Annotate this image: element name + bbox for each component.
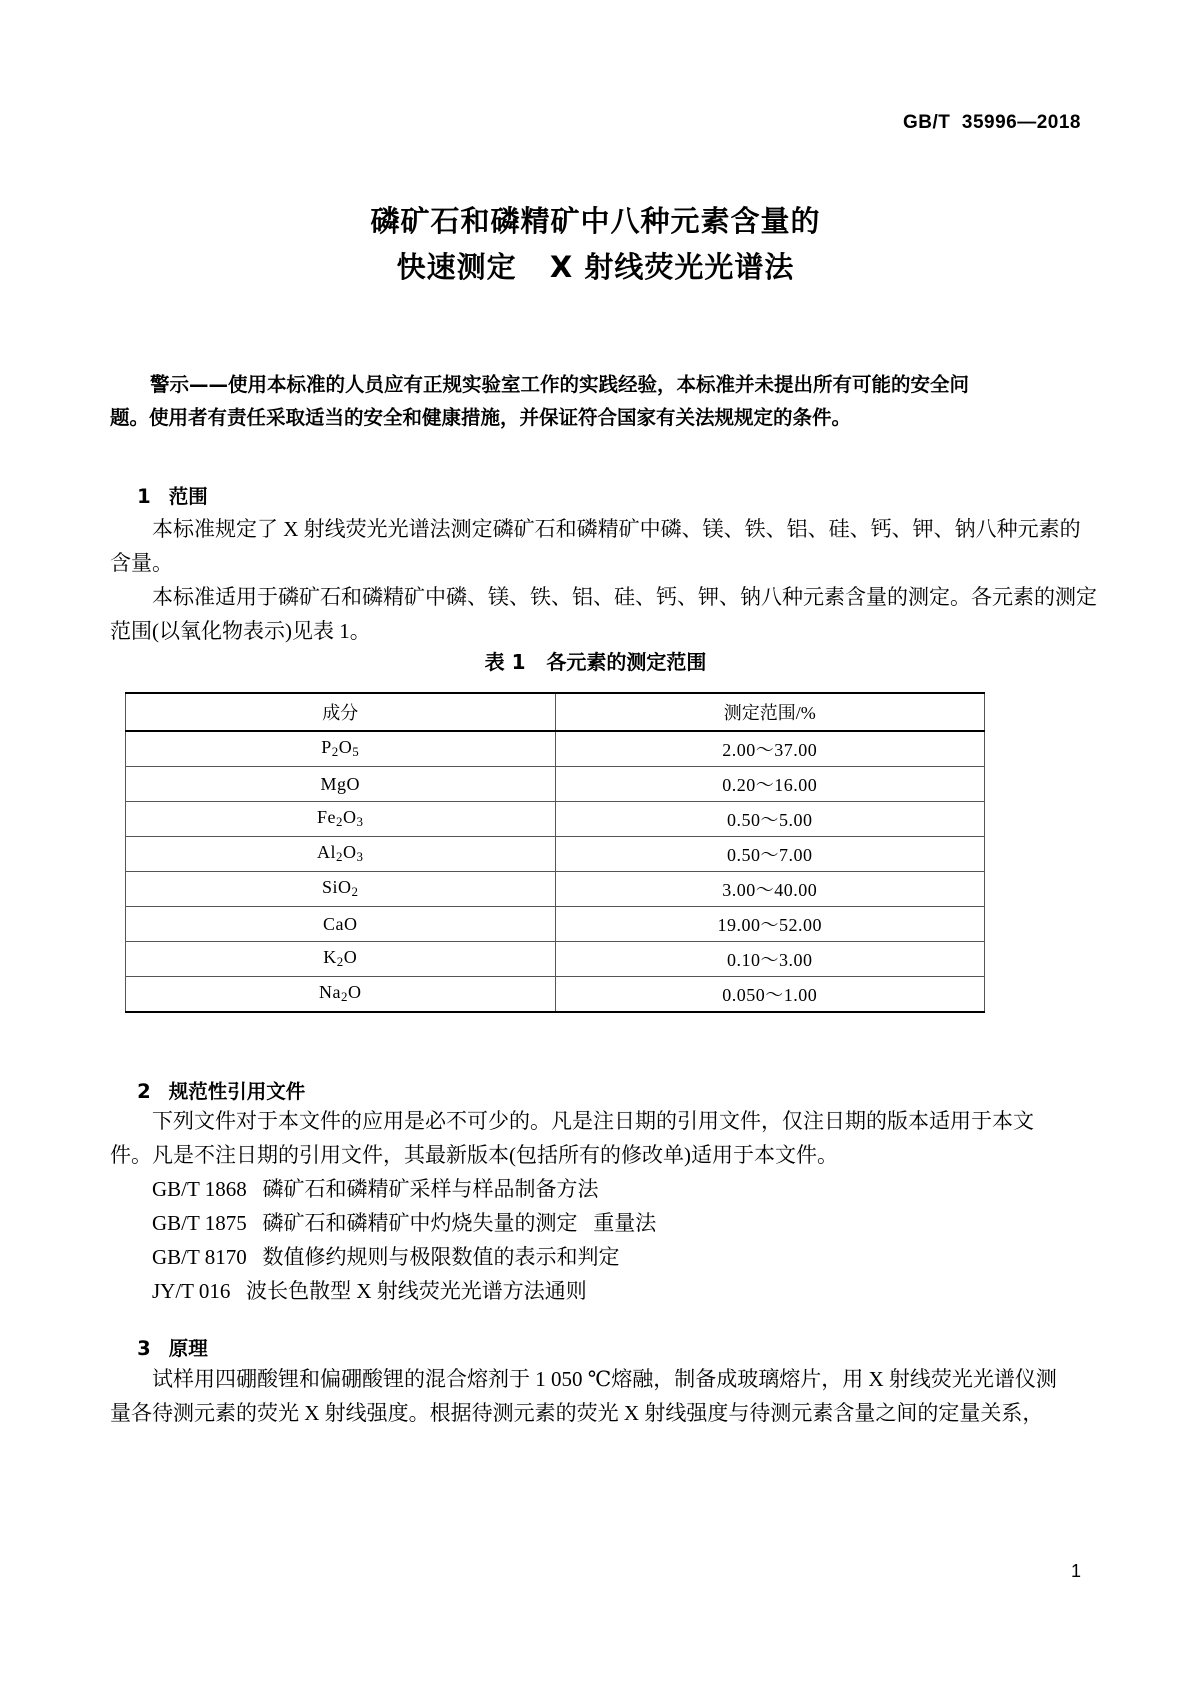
- warning-line-2: 题。使用者有责任采取适当的安全和健康措施，并保证符合国家有关法规规定的条件。: [110, 406, 852, 429]
- section-1-title: 范围: [168, 485, 208, 508]
- page-number: 1: [1070, 1561, 1081, 1581]
- cell-component: $Fe_2O_3$: [126, 802, 556, 837]
- reference-item: GB/T 1875 磷矿石和磷精矿中灼烧失量的测定 重量法: [152, 1211, 657, 1235]
- reference-item: JY/T 016 波长色散型 X 射线荧光光谱方法通则: [152, 1279, 587, 1303]
- principle-p1-line1: 试样用四硼酸锂和偏硼酸锂的混合熔剂于 1 050 ℃熔融，制备成玻璃熔片，用 X 射线荧光光谱仪测: [152, 1367, 1057, 1391]
- table-caption: 表 1 各元素的测定范围: [484, 650, 707, 674]
- reference-item: GB/T 1868 磷矿石和磷精矿采样与样品制备方法: [152, 1177, 599, 1201]
- cell-range: 2.00～37.00: [555, 731, 985, 767]
- scope-p1-line1: 本标准规定了 X 射线荧光光谱法测定磷矿石和磷精矿中磷、镁、铁、铝、硅、钙、钾、钠八种元素的: [152, 517, 1081, 541]
- section-1-number: 1: [137, 485, 151, 508]
- cell-range: 0.50～7.00: [555, 837, 985, 872]
- scope-paragraph-1: [110, 512, 1081, 580]
- cell-range: 0.50～5.00: [555, 802, 985, 837]
- scope-p1-line2: 含量。: [110, 551, 173, 575]
- table-row: [126, 837, 985, 872]
- cell-component: SiO$_2$: [126, 872, 556, 907]
- cell-component: MgO: [126, 767, 556, 802]
- cell-component: $Al_2O_3$: [126, 837, 556, 872]
- principle-paragraph: [110, 1362, 1081, 1430]
- table-row: [126, 907, 985, 942]
- cell-range: 19.00～52.00: [555, 907, 985, 942]
- cell-range: 0.050～1.00: [555, 977, 985, 1013]
- cell-component: $K_2O$: [126, 942, 556, 977]
- normative-refs-paragraph: [110, 1104, 1081, 1172]
- cell-range: 3.00～40.00: [555, 872, 985, 907]
- refs-p1-line1: 下列文件对于本文件的应用是必不可少的。凡是注日期的引用文件，仅注日期的版本适用于本文: [152, 1109, 1034, 1133]
- table-row: [126, 872, 985, 907]
- title-line-1: 磷矿石和磷精矿中八种元素含量的: [370, 204, 821, 238]
- section-3-number: 3: [137, 1337, 151, 1360]
- warning-line-1: 警示——使用本标准的人员应有正规实验室工作的实践经验，本标准并未提出所有可能的安全问: [150, 373, 970, 396]
- cell-range: 0.20～16.00: [555, 767, 985, 802]
- normative-references-list: [110, 1172, 1081, 1308]
- principle-p1-line2: 量各待测元素的荧光 X 射线强度。根据待测元素的荧光 X 射线强度与待测元素含量之间的定量关系，: [110, 1401, 1044, 1425]
- running-header: [110, 112, 1081, 138]
- measurement-range-table: [125, 692, 985, 1013]
- table-row: [126, 731, 985, 767]
- scope-p2-line1: 本标准适用于磷矿石和磷精矿中磷、镁、铁、铝、硅、钙、钾、钠八种元素含量的测定。各元素的测定: [152, 585, 1097, 609]
- table-header-range: 测定范围/%: [555, 693, 985, 731]
- standard-number: GB/T 35996—2018: [902, 112, 1081, 133]
- table-row: [126, 942, 985, 977]
- page-title: [110, 198, 1081, 290]
- table-header-row: [126, 693, 985, 731]
- scope-p2-line2: 范围(以氧化物表示)见表 1。: [110, 619, 371, 643]
- cell-component: CaO: [126, 907, 556, 942]
- warning-block: [110, 368, 1081, 434]
- table-row: [126, 802, 985, 837]
- table-body: [126, 731, 985, 1012]
- section-3-title: 原理: [168, 1337, 208, 1360]
- table-header-component: 成分: [126, 693, 556, 731]
- reference-item: GB/T 8170 数值修约规则与极限数值的表示和判定: [152, 1245, 620, 1269]
- cell-range: 0.10～3.00: [555, 942, 985, 977]
- table-row: [126, 977, 985, 1013]
- scope-paragraph-2: [110, 580, 1097, 648]
- table-row: [126, 767, 985, 802]
- refs-p1-line2: 件。凡是不注日期的引用文件，其最新版本(包括所有的修改单)适用于本文件。: [110, 1143, 838, 1167]
- section-2-number: 2: [137, 1080, 151, 1103]
- cell-component: $Na_2O$: [126, 977, 556, 1013]
- cell-component: $P_2O_5$: [126, 731, 556, 767]
- section-2-title: 规范性引用文件: [168, 1080, 306, 1103]
- title-line-2: 快速测定 X 射线荧光光谱法: [396, 250, 795, 284]
